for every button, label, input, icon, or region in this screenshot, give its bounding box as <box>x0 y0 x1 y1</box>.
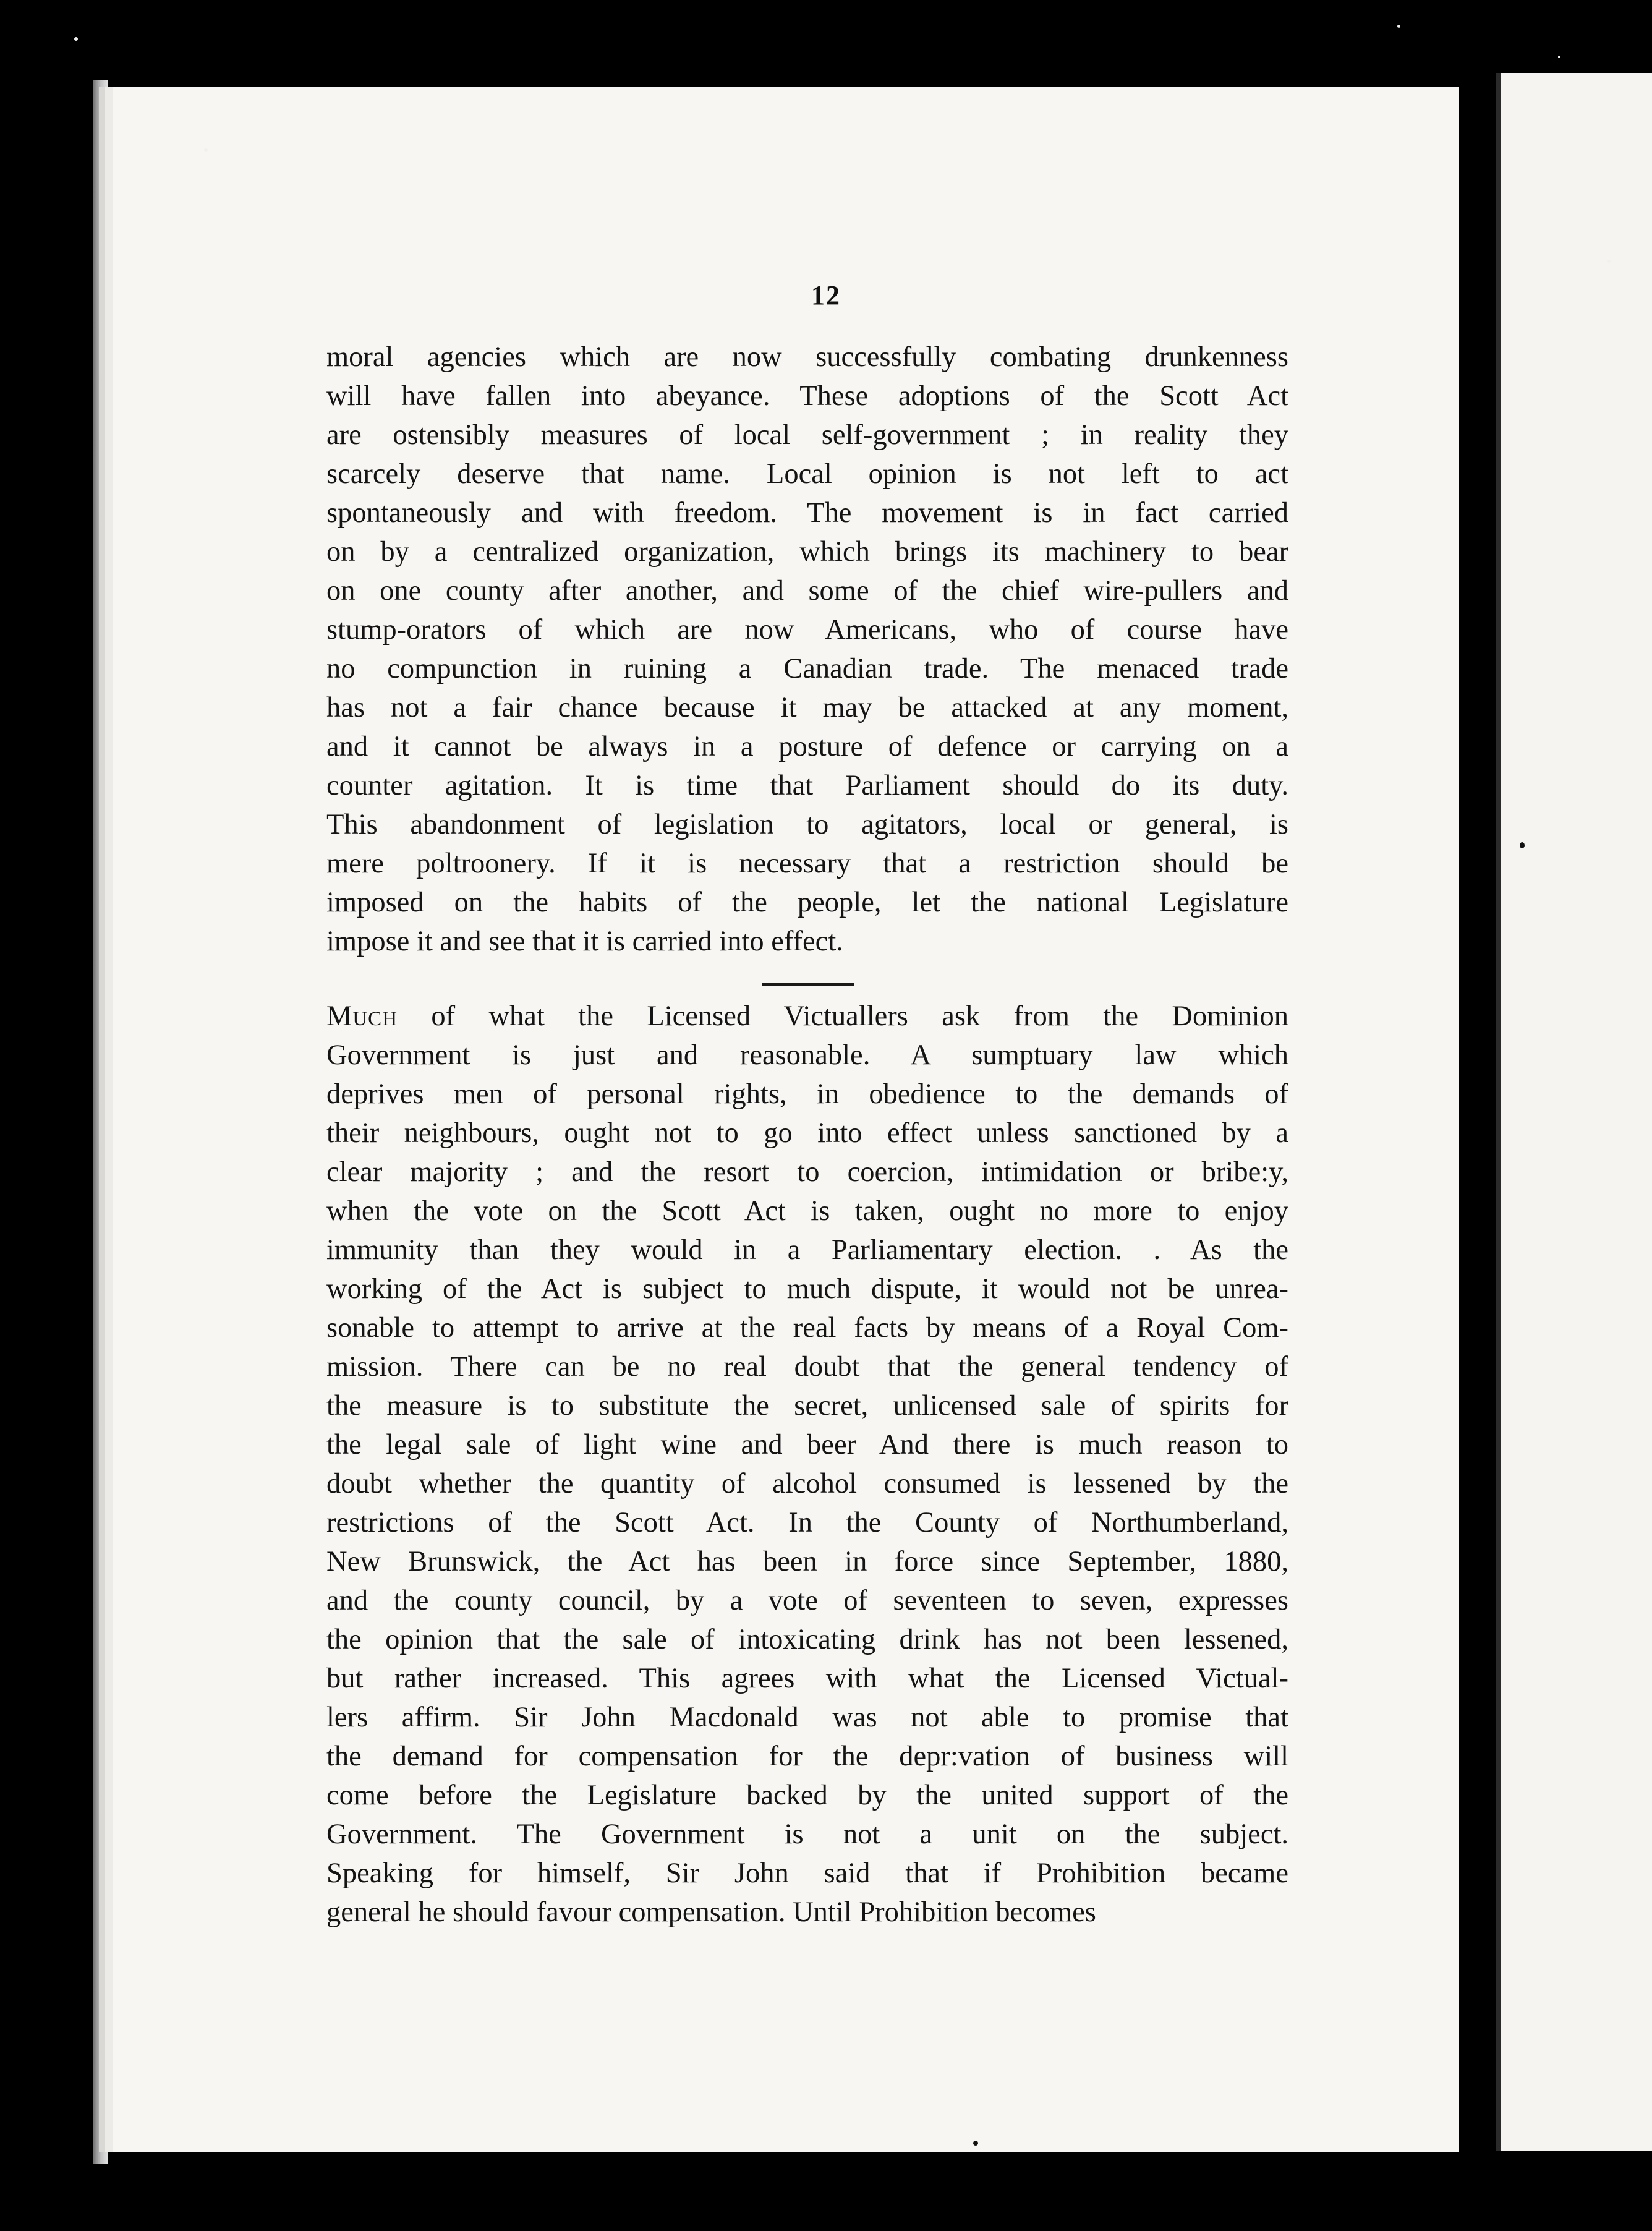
paragraph-2 <box>326 997 1288 1932</box>
paragraph-2-line: the legal sale of light wine and beer And there is much reason to <box>326 1429 1288 1461</box>
paragraph-2-line: doubt whether the quantity of alcohol consumed is lessened by the <box>326 1468 1288 1499</box>
paragraph-1-line: are ostensibly measures of local self-government ; in reality they <box>326 419 1288 451</box>
section-divider <box>762 983 854 986</box>
paragraph-2-line: mission. There can be no real doubt that the general tendency of <box>326 1351 1288 1383</box>
paragraph-1-line: on by a centralized organization, which brings its machinery to bear <box>326 536 1288 568</box>
facing-page-edge <box>1496 73 1652 2151</box>
paragraph-2-line: clear majority ; and the resort to coercion, intimidation or bribe:y, <box>326 1156 1288 1188</box>
paragraph-2-line: the opinion that the sale of intoxicating drink has not been lessened, <box>326 1624 1288 1655</box>
paragraph-1-line: has not a fair chance because it may be attacked at any moment, <box>326 692 1288 723</box>
paragraph-2-line: come before the Legislature backed by the united support of the <box>326 1780 1288 1811</box>
paragraph-2-line: restrictions of the Scott Act. In the County of Northumberland, <box>326 1507 1288 1538</box>
paragraph-2-line: Government is just and reasonable. A sumptuary law which <box>326 1039 1288 1071</box>
paragraph-1-line: will have fallen into abeyance. These adoptions of the Scott Act <box>326 380 1288 412</box>
paragraph-2-line: Speaking for himself, Sir John said that if Prohibition became <box>326 1858 1288 1889</box>
paragraph-2-line: the demand for compensation for the depr:vation of business will <box>326 1741 1288 1772</box>
scan-speck <box>1558 56 1560 58</box>
paragraph-2-line: when the vote on the Scott Act is taken, ought no more to enjoy <box>326 1195 1288 1227</box>
paragraph-2-line: sonable to attempt to arrive at the real facts by means of a Royal Com- <box>326 1312 1288 1344</box>
scan-speck <box>1397 25 1400 28</box>
paragraph-1-line: on one county after another, and some of the chief wire-pullers and <box>326 575 1288 607</box>
paragraph-2-line: their neighbours, ought not to go into effect unless sanctioned by a <box>326 1117 1288 1149</box>
scan-speck <box>74 37 78 41</box>
paragraph-1-line: no compunction in ruining a Canadian trade. The menaced trade <box>326 653 1288 685</box>
paragraph-2-line <box>326 997 1288 1036</box>
paragraph-2-lead-word: Much <box>326 1000 398 1032</box>
paragraph-1-line: scarcely deserve that name. Local opinion is not left to act <box>326 458 1288 490</box>
paragraph-2-line: deprives men of personal rights, in obedience to the demands of <box>326 1078 1288 1110</box>
paragraph-1-line: counter agitation. It is time that Parliament should do its duty. <box>326 770 1288 801</box>
paragraph-2-line: general he should favour compensation. Until Prohibition becomes <box>326 1896 1096 1928</box>
paragraph-1-line: mere poltroonery. If it is necessary that a restriction should be <box>326 848 1288 879</box>
scan-speck <box>973 2141 978 2146</box>
paragraph-2-first-line: of what the Licensed Victuallers ask from the Dominion <box>398 1000 1288 1032</box>
paragraph-1-line: impose it and see that it is carried into effect. <box>326 926 843 957</box>
paragraph-2-line: immunity than they would in a Parliamentary election. . As the <box>326 1234 1288 1266</box>
paragraph-2-line: Government. The Government is not a unit on the subject. <box>326 1819 1288 1850</box>
paragraph-1-line: spontaneously and with freedom. The movement is in fact carried <box>326 497 1288 529</box>
paragraph-2-line: New Brunswick, the Act has been in force since September, 1880, <box>326 1546 1288 1577</box>
scan-speck <box>1520 842 1525 848</box>
paragraph-2-line: the measure is to substitute the secret, unlicensed sale of spirits for <box>326 1390 1288 1422</box>
page-number: 12 <box>811 280 841 310</box>
paragraph-2-line: lers affirm. Sir John Macdonald was not able to promise that <box>326 1702 1288 1733</box>
paragraph-1-line: This abandonment of legislation to agitators, local or general, is <box>326 809 1288 840</box>
paragraph-1 <box>326 338 1288 961</box>
paragraph-1-line: moral agencies which are now successfully combating drunkenness <box>326 341 1288 373</box>
paragraph-1-line: imposed on the habits of the people, let the national Legislature <box>326 887 1288 918</box>
scan-speck <box>204 148 208 152</box>
paragraph-2-line: but rather increased. This agrees with what the Licensed Victual- <box>326 1663 1288 1694</box>
paragraph-2-line: working of the Act is subject to much dispute, it would not be unrea- <box>326 1273 1288 1305</box>
scan-speck <box>1607 260 1611 263</box>
paragraph-2-line: and the county council, by a vote of seventeen to seven, expresses <box>326 1585 1288 1616</box>
paragraph-1-line: stump-orators of which are now Americans, who of course have <box>326 614 1288 646</box>
paragraph-1-line: and it cannot be always in a posture of defence or carrying on a <box>326 731 1288 762</box>
